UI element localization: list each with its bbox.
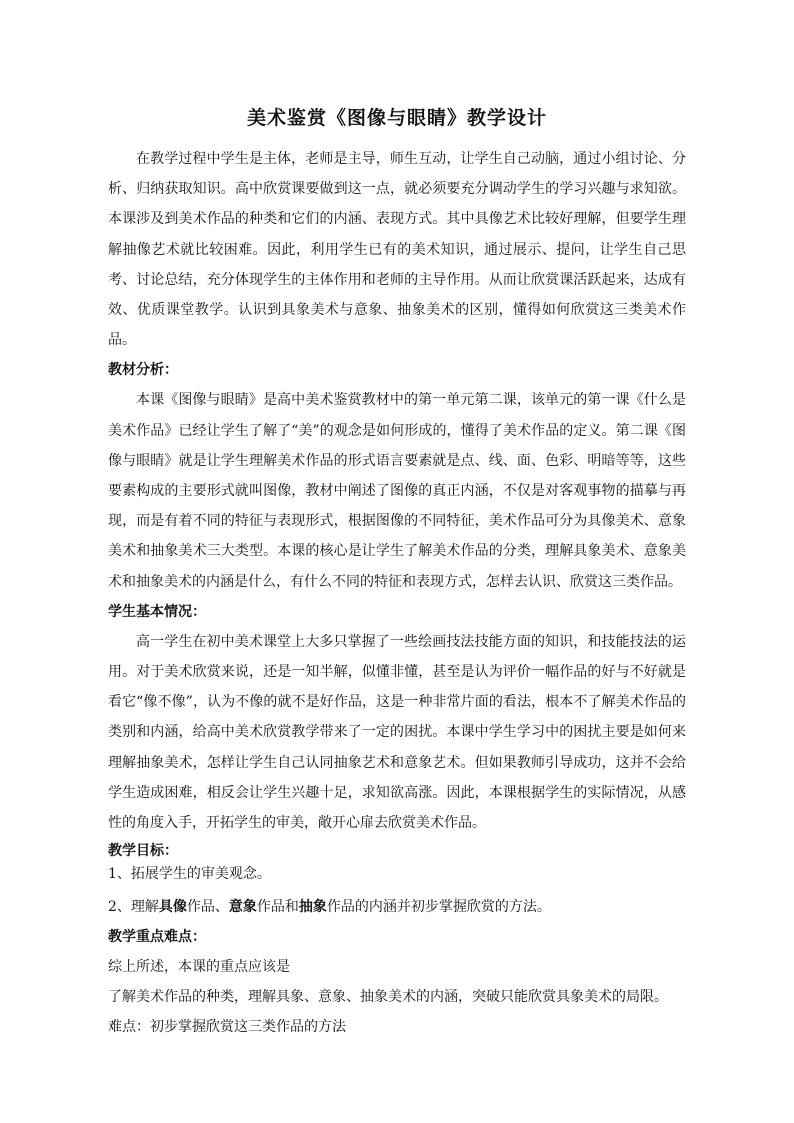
goal-item-2-suffix: 作品的内涵并初步掌握欣赏的方法。 xyxy=(326,899,551,916)
goal-item-2-bold-2: 意象 xyxy=(228,899,257,916)
goal-item-2-bold-1: 具像 xyxy=(158,899,187,916)
analysis-paragraph: 本课《图像与眼睛》是高中美术鉴赏教材中的第一单元第二课，该单元的第一课《什么是美术作品》已经让学生了解了“美”的观念是如何形成的，懂得了美术作品的定义。第二课《图像与眼睛》就是让学生理解美术作品的形式语言要素就是点、线、面、色彩、明暗等等，这些要素构成的主要形式就叫图像，教材中阐述了图像的真正内涵，不仅是对客观事物的描摹与再现，而是有着不同的特征与表现形式，根据图像的不同特征，美术作品可分为具像美术、意象美术和抽象美术三大类型。本课的核心是让学生了解美术作品的分类，理解具象美术、意象美术和抽象美术的内涵是什么，有什么不同的特征和表现方式，怎样去认识、欣赏这三类作品。 xyxy=(108,392,686,590)
goal-item-2-mid-2: 作品和 xyxy=(256,899,299,916)
keypoints-line-2: 了解美术作品的种类，理解具象、意象、抽象美术的内涵，突破只能欣赏具象美术的局限。 xyxy=(108,989,668,1006)
students-paragraph: 高一学生在初中美术课堂上大多只掌握了一些绘画技法技能方面的知识，和技能技法的运用。对于美术欣赏来说，还是一知半解，似懂非懂，甚至是认为评价一幅作品的好与不好就是看它“像不像”，认为不像的就不是好作品，这是一种非常片面的看法，根本不了解美术作品的类别和内涵，给高中美术欣赏教学带来了一定的困扰。本课中学生学习中的困扰主要是如何来理解抽象美术，怎样让学生自己认同抽象艺术和意象艺术。但如果教师引导成功，这并不会给学生造成困难，相反会让学生兴趣十足，求知欲高涨。因此，本课根据学生的实际情况，从感性的角度入手，开拓学生的审美，敞开心扉去欣赏美术作品。 xyxy=(108,633,686,832)
document-title: 美术鉴赏《图像与眼睛》教学设计 xyxy=(246,107,547,129)
intro-paragraph: 在教学过程中学生是主体，老师是主导，师生互动，让学生自己动脑，通过小组讨论、分析、归纳获取知识。高中欣赏课要做到这一点，就必须要充分调动学生的学习兴趣与求知欲。本课涉及到美术作品的种类和它们的内涵、表现方式。其中具像艺术比较好理解，但要学生理解抽像艺术就比较困难。因此，利用学生已有的美术知识，通过展示、提问，让学生自己思考、讨论总结，充分体现学生的主体作用和老师的主导作用。从而让欣赏课活跃起来，达成有效、优质课堂教学。认识到具象美术与意象、抽象美术的区别，懂得如何欣赏这三类美术作品。 xyxy=(108,151,686,349)
document-body xyxy=(108,144,686,1042)
keypoints-heading: 教学重点难点： xyxy=(108,929,206,946)
keypoints-line-1: 综上所述，本课的重点应该是 xyxy=(108,959,290,976)
keypoints-line-3: 难点：初步掌握欣赏这三类作品的方法 xyxy=(108,1019,346,1036)
goal-item-2 xyxy=(108,892,686,922)
goal-item-2-mid-1: 作品、 xyxy=(186,899,229,916)
goal-item-2-prefix: 2、理解 xyxy=(108,899,159,916)
goal-item-1: 1、拓展学生的审美观念。 xyxy=(108,866,271,883)
students-heading: 学生基本情况： xyxy=(108,603,206,620)
goal-item-2-bold-3: 抽象 xyxy=(298,899,327,916)
goals-heading: 教学目标： xyxy=(108,843,178,860)
analysis-heading: 教材分析： xyxy=(108,362,178,379)
